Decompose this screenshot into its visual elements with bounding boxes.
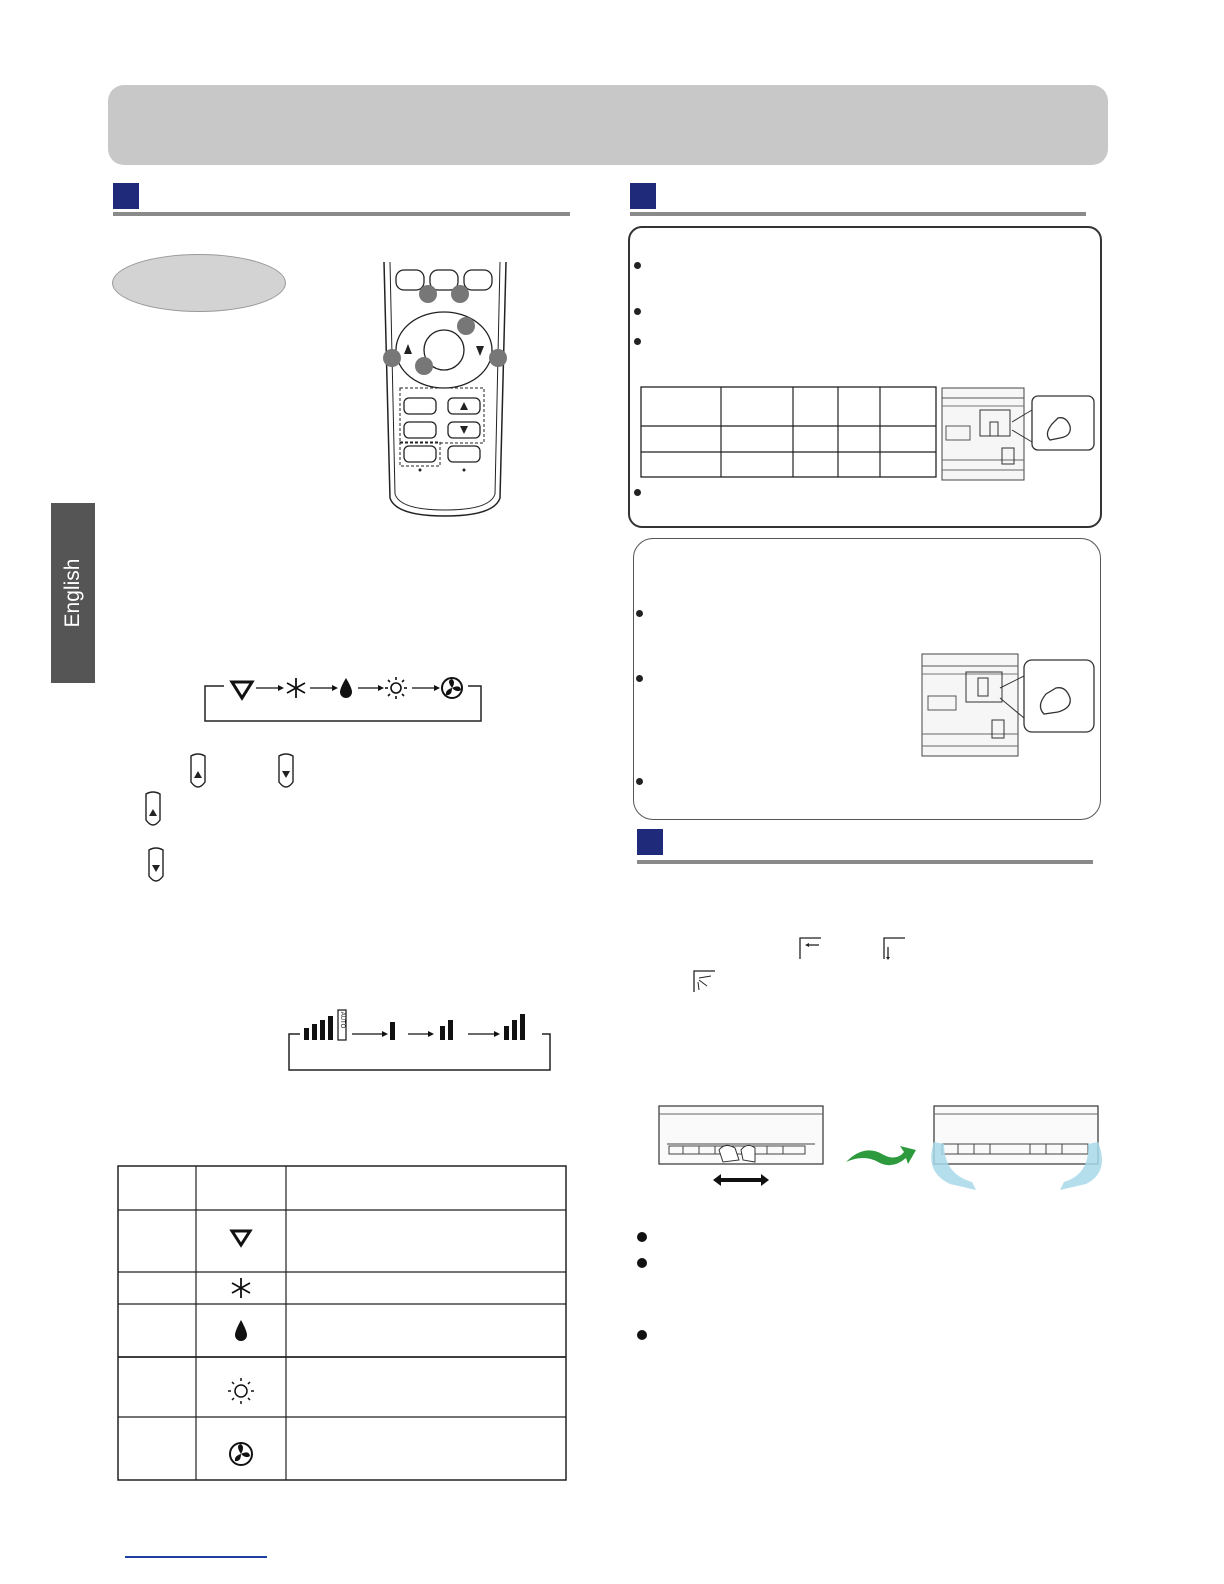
mode-table (117, 1165, 569, 1483)
language-tab-label: English (61, 558, 84, 628)
bullet (637, 1330, 647, 1340)
section-divider-emergency (630, 212, 1086, 216)
bullet (634, 262, 641, 269)
fan-speed-auto-icon (304, 1010, 346, 1040)
louver-horizontal-icon (797, 935, 823, 961)
mode-cycle-diagram (200, 676, 485, 724)
table-heat-mode-icon (228, 1378, 254, 1404)
section-marker-airflow (637, 829, 663, 855)
bullet (637, 1232, 647, 1242)
indoor-unit-test-button-illustration (920, 652, 1096, 758)
section-marker-emergency (630, 183, 656, 209)
section-marker-operation (113, 183, 139, 209)
remote-control-illustration (370, 258, 520, 520)
cool-mode-icon (287, 678, 305, 698)
fan-speed-high-icon (504, 1014, 525, 1040)
bullet (634, 338, 641, 345)
emergency-operation-box (628, 226, 1102, 528)
fan-speed-low-icon (390, 1022, 395, 1040)
section-divider-operation (113, 212, 570, 216)
bullet (636, 675, 643, 682)
fan-mode-icon (442, 678, 462, 698)
fan-speed-auto-label: AUTO (339, 1011, 345, 1029)
up-button-icon-2 (142, 790, 164, 830)
indoor-unit-manual-louver-illustration (655, 1102, 827, 1192)
dry-mode-icon (340, 678, 352, 698)
bullet (636, 610, 643, 617)
table-dry-mode-icon (235, 1320, 247, 1341)
section-divider-airflow (637, 860, 1093, 864)
emergency-settings-table (640, 386, 938, 480)
transition-arrow-icon (842, 1140, 918, 1170)
fan-speed-medium-icon (440, 1020, 453, 1040)
language-tab[interactable] (51, 503, 95, 683)
bullet (637, 1258, 647, 1268)
louver-swing-icon (691, 968, 717, 994)
louver-vertical-icon (881, 935, 907, 961)
table-cool-mode-icon (232, 1278, 250, 1298)
indoor-unit-airflow-illustration (920, 1102, 1116, 1200)
heat-mode-icon (385, 677, 407, 699)
table-auto-mode-icon (232, 1231, 250, 1245)
bullet (634, 489, 641, 496)
down-button-icon-2 (145, 846, 167, 886)
table-fan-mode-icon (230, 1443, 252, 1465)
fan-speed-cycle-diagram (286, 1008, 554, 1074)
up-button-icon (187, 752, 209, 792)
header-banner (108, 85, 1108, 165)
footer-link-underline[interactable] (125, 1556, 267, 1558)
bullet (636, 778, 643, 785)
auto-mode-icon (232, 682, 252, 698)
down-button-icon (275, 752, 297, 792)
mode-label-ellipse (112, 254, 286, 312)
indoor-unit-emergency-button-illustration (940, 386, 1096, 482)
bullet (634, 308, 641, 315)
